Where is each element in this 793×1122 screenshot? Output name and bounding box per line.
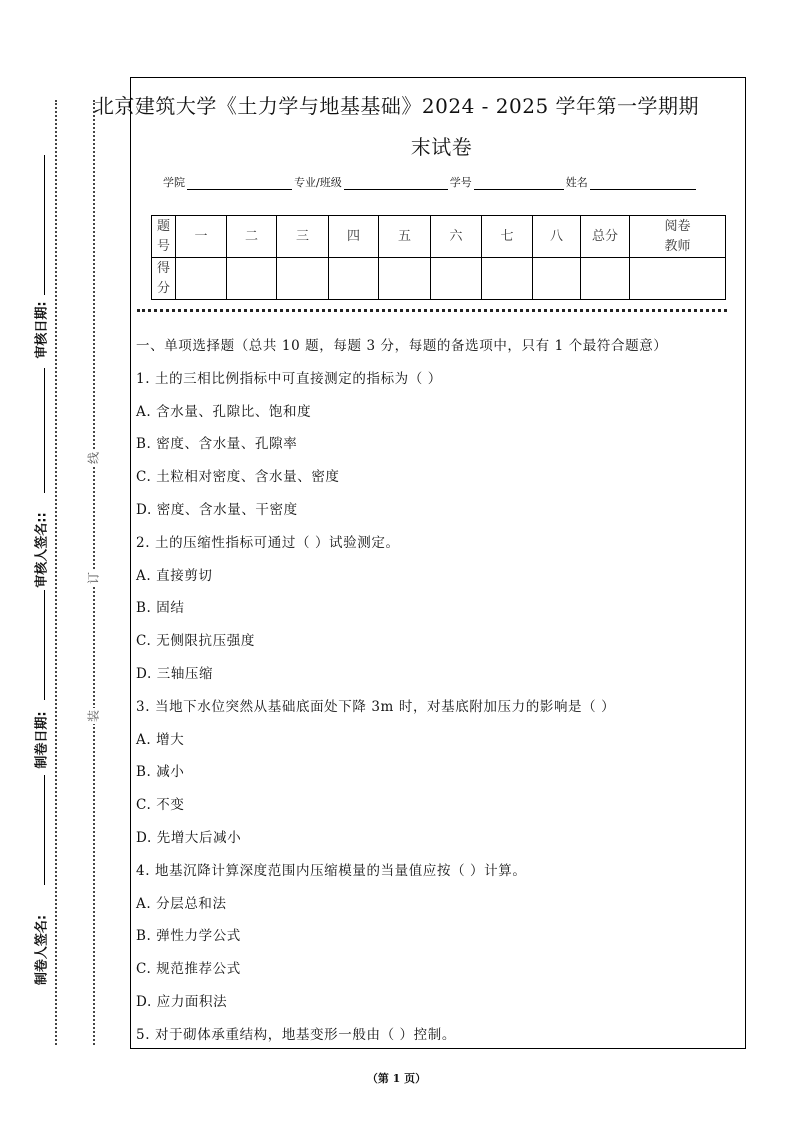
question-text: 5. 对于砌体承重结构，地基变形一般由（ ）控制。: [136, 1026, 456, 1043]
student-info-row: [163, 174, 698, 190]
score-row: [152, 258, 726, 300]
compiler-signature-line: [44, 775, 45, 885]
review-date-line: [44, 155, 45, 295]
binding-mark-line: 线: [86, 451, 101, 465]
question-text: 4. 地基沉降计算深度范围内压缩模量的当量值应按（ ）计算。: [136, 862, 527, 879]
header-cell: 五: [379, 216, 431, 258]
major-class-label: 专业/班级: [294, 176, 342, 189]
reviewer-signature-label: 审核人签名::: [34, 512, 50, 588]
exam-title-line2: 末试卷: [410, 135, 473, 159]
answer-option: D. 先增大后减小: [136, 830, 242, 846]
answer-option: C. 土粒相对密度、含水量、密度: [136, 469, 340, 486]
answer-option: B. 固结: [136, 600, 185, 617]
score-cell[interactable]: [482, 258, 533, 300]
student-id-label: 学号: [449, 176, 472, 189]
answer-option: C. 不变: [136, 797, 185, 814]
answer-option: D. 密度、含水量、干密度: [136, 502, 298, 518]
answer-option: C. 无侧限抗压强度: [136, 633, 255, 650]
header-cell: 二: [227, 216, 277, 258]
compiler-signature-label: 制卷人签名:: [34, 914, 50, 986]
score-cell[interactable]: [581, 258, 630, 300]
score-row-label: 得分: [152, 258, 176, 300]
name-label: 姓名: [565, 176, 588, 189]
answer-option: D. 三轴压缩: [136, 666, 214, 682]
score-cell[interactable]: [533, 258, 581, 300]
score-cell[interactable]: [431, 258, 482, 300]
answer-option: C. 规范推荐公式: [136, 961, 241, 978]
review-date-label: 审核日期:: [34, 301, 50, 359]
compile-date-line: [44, 590, 45, 700]
college-label: 学院: [163, 176, 185, 189]
compile-date-label: 制卷日期:: [34, 711, 50, 769]
score-cell[interactable]: [329, 258, 379, 300]
exam-title-line1: 北京建筑大学《土力学与地基基础》2024 - 2025 学年第一学期期: [93, 94, 700, 118]
question-text: 3. 当地下水位突然从基础底面处下降 3m 时，对基底附加压力的影响是（ ）: [136, 698, 616, 715]
student-id-field[interactable]: [474, 178, 564, 190]
header-cell: 六: [431, 216, 482, 258]
question-text: 2. 土的压缩性指标可通过（ ）试验测定。: [136, 534, 400, 551]
answer-option: A. 分层总和法: [136, 895, 227, 912]
answer-option: B. 密度、含水量、孔隙率: [136, 436, 298, 453]
header-cell: 三: [277, 216, 329, 258]
name-field[interactable]: [590, 178, 696, 190]
question-text: 1. 土的三相比例指标中可直接测定的指标为（ ）: [136, 370, 442, 387]
answer-option: B. 弹性力学公式: [136, 928, 241, 945]
header-cell: 一: [176, 216, 227, 258]
answer-option: A. 直接剪切: [136, 567, 213, 584]
score-cell[interactable]: [379, 258, 431, 300]
college-field[interactable]: [187, 178, 292, 190]
dotted-separator: [137, 309, 727, 312]
score-table-header-row: [152, 216, 726, 258]
major-class-field[interactable]: [344, 178, 448, 190]
binding-dotted-line-outer: [55, 100, 57, 1045]
section-heading: 一、单项选择题（总共 10 题，每题 3 分，每题的备选项中，只有 1 个最符合题意）: [136, 338, 668, 354]
binding-mark-bind: 装: [86, 709, 101, 723]
header-cell: 总分: [581, 216, 630, 258]
header-cell: 四: [329, 216, 379, 258]
header-cell: 阅卷教师: [630, 216, 726, 258]
score-cell[interactable]: [277, 258, 329, 300]
header-cell: 题号: [152, 216, 176, 258]
binding-mark-staple: 订: [86, 571, 101, 585]
score-cell[interactable]: [630, 258, 726, 300]
header-cell: 七: [482, 216, 533, 258]
answer-option: A. 增大: [136, 731, 185, 748]
answer-option: B. 减小: [136, 764, 185, 781]
reviewer-signature-line: [44, 368, 45, 493]
answer-option: D. 应力面积法: [136, 994, 228, 1010]
header-cell: 八: [533, 216, 581, 258]
page-number: （第 1 页）: [366, 1072, 427, 1085]
answer-option: A. 含水量、孔隙比、饱和度: [136, 403, 312, 420]
score-cell[interactable]: [227, 258, 277, 300]
score-table: [151, 215, 726, 300]
score-cell[interactable]: [176, 258, 227, 300]
